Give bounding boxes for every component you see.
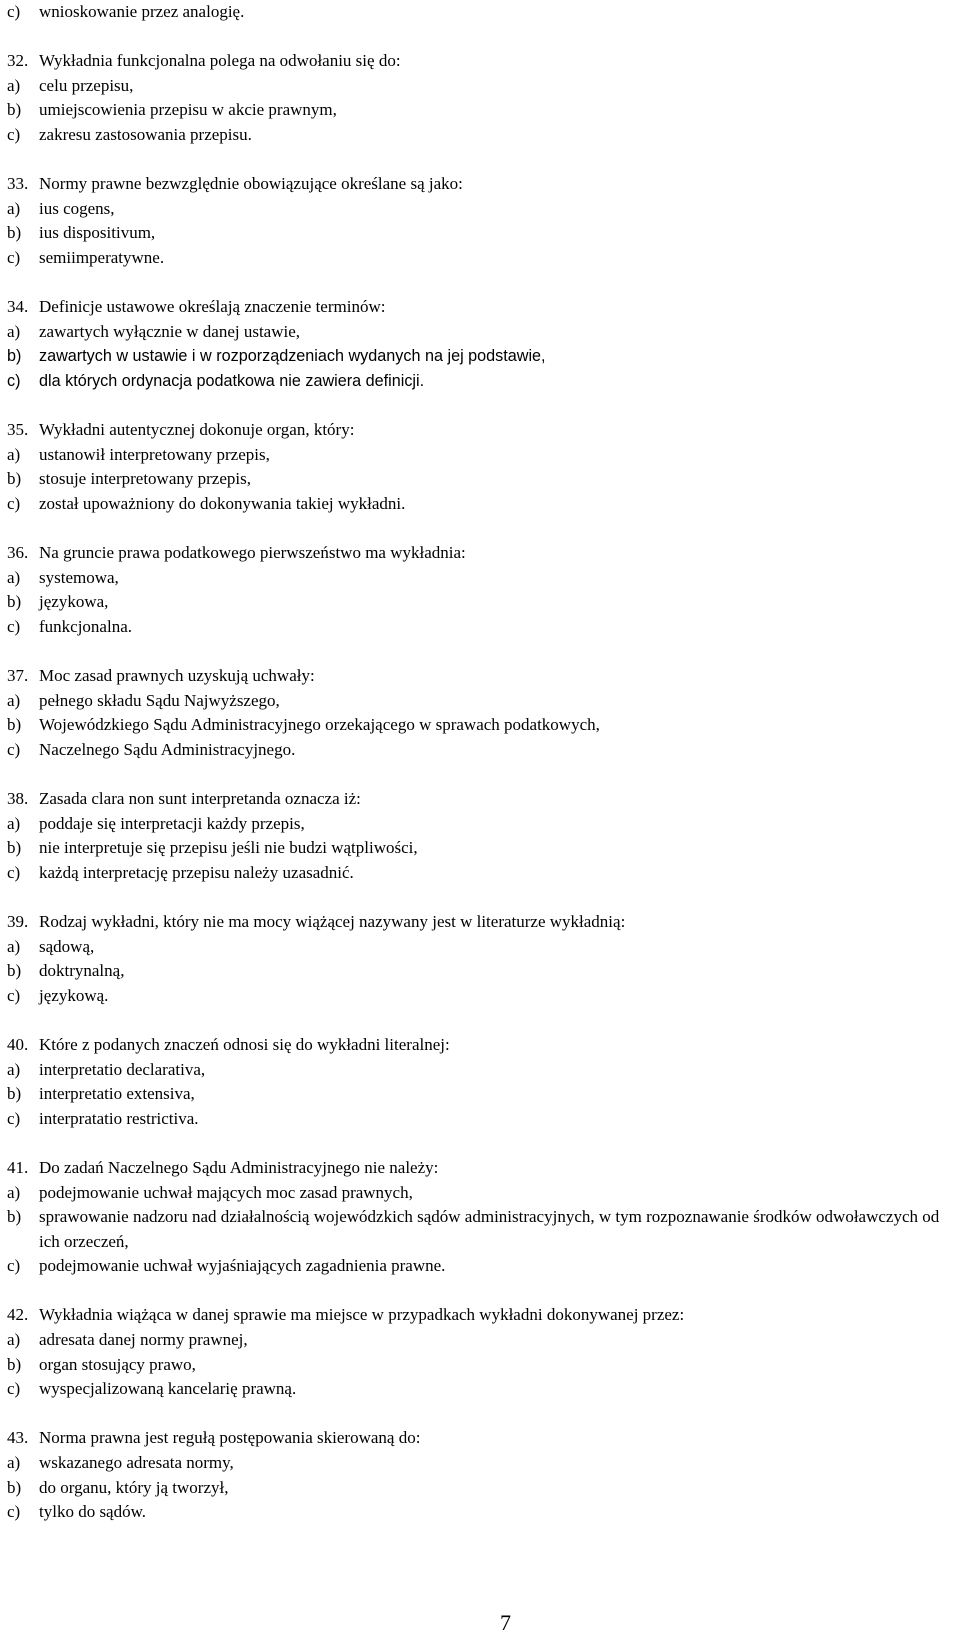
answer-option	[7, 1058, 952, 1083]
question-35	[7, 418, 952, 516]
question-header	[7, 295, 952, 320]
option-marker: a)	[7, 198, 21, 218]
answer-option	[7, 836, 952, 861]
option-text: zawartych w ustawie i w rozporządzeniach wydanych na jej podstawie,	[39, 347, 546, 366]
answer-option	[7, 1205, 952, 1254]
question-header	[7, 1156, 952, 1181]
option-text: do organu, który ją tworzył,	[39, 1477, 229, 1497]
option-text: ustanowił interpretowany przepis,	[39, 444, 270, 464]
option-marker: a)	[7, 936, 21, 956]
option-text: interpretatio extensiva,	[39, 1084, 195, 1104]
question-text: Normy prawne bezwzględnie obowiązujące określane są jako:	[39, 174, 463, 194]
option-marker: c)	[7, 247, 21, 267]
question-text: Wykładnia wiążąca w danej sprawie ma miejsce w przypadkach wykładni dokonywanej przez:	[39, 1305, 685, 1325]
answer-option	[7, 1181, 952, 1206]
question-text: Na gruncie prawa podatkowego pierwszeństwo ma wykładnia:	[39, 543, 466, 563]
question-number: 34.	[7, 297, 29, 317]
page-number: 7	[500, 1610, 511, 1635]
option-marker: b)	[7, 961, 22, 981]
question-34	[7, 295, 952, 393]
answer-option	[7, 1353, 952, 1378]
option-marker: b)	[7, 1477, 22, 1497]
option-marker: c)	[7, 1379, 21, 1399]
option-text: językowa,	[39, 592, 109, 612]
option-text: Naczelnego Sądu Administracyjnego.	[39, 739, 296, 759]
answer-option	[7, 689, 952, 714]
option-text: ius dispositivum,	[39, 223, 156, 243]
question-number: 37.	[7, 666, 29, 686]
option-marker: a)	[7, 1182, 21, 1202]
question-number: 38.	[7, 789, 29, 808]
option-text: zawartych wyłącznie w danej ustawie,	[39, 321, 301, 341]
question-37	[7, 664, 952, 762]
option-marker: c)	[7, 371, 21, 390]
question-text: Wykładnia funkcjonalna polega na odwołaniu się do:	[39, 51, 401, 71]
option-text: wyspecjalizowaną kancelarię prawną.	[39, 1379, 297, 1399]
option-text: sądową,	[39, 936, 95, 956]
option-text: tylko do sądów.	[39, 1502, 147, 1522]
option-marker: b)	[7, 592, 22, 612]
option-marker: a)	[7, 75, 21, 95]
answer-option	[7, 492, 952, 517]
question-text: Norma prawna jest regułą postępowania skierowaną do:	[39, 1428, 421, 1448]
question-number: 43.	[7, 1428, 29, 1448]
question-header	[7, 1303, 952, 1328]
question-42	[7, 1303, 952, 1401]
question-32	[7, 49, 952, 147]
question-number: 41.	[7, 1157, 29, 1177]
lead-fragment	[7, 0, 952, 25]
question-header	[7, 541, 952, 566]
answer-option	[7, 1328, 952, 1353]
option-text: podejmowanie uchwał wyjaśniających zagadnienia prawne.	[39, 1256, 446, 1276]
option-marker: c)	[7, 493, 21, 513]
option-marker: c)	[7, 985, 21, 1005]
answer-option	[7, 467, 952, 492]
question-number: 36.	[7, 543, 29, 563]
option-marker: c)	[7, 616, 21, 636]
answer-option	[7, 123, 952, 148]
question-43	[7, 1426, 952, 1524]
option-text: został upoważniony do dokonywania takiej wykładni.	[39, 493, 406, 513]
option-marker: c)	[7, 124, 21, 144]
answer-option	[7, 1107, 952, 1132]
answer-option	[7, 197, 952, 222]
answer-option	[7, 98, 952, 123]
option-marker: c)	[7, 1108, 21, 1128]
question-number: 39.	[7, 911, 29, 931]
answer-option	[7, 320, 952, 345]
option-text: wnioskowanie przez analogię.	[39, 2, 245, 21]
answer-option	[7, 74, 952, 99]
option-text: nie interpretuje się przepisu jeśli nie budzi wątpliwości,	[39, 838, 418, 858]
option-marker: a)	[7, 567, 21, 587]
question-header	[7, 1033, 952, 1058]
option-text: interpratatio restrictiva.	[39, 1108, 199, 1128]
option-marker: c)	[7, 2, 21, 21]
question-header	[7, 910, 952, 935]
option-text: adresata danej normy prawnej,	[39, 1330, 248, 1350]
answer-option	[7, 221, 952, 246]
option-text: organ stosujący prawo,	[39, 1354, 196, 1374]
question-number: 35.	[7, 420, 29, 440]
question-number: 32.	[7, 51, 29, 71]
option-marker: c)	[7, 862, 21, 882]
lead-option	[7, 0, 952, 25]
question-text: Moc zasad prawnych uzyskują uchwały:	[39, 666, 315, 686]
answer-option	[7, 1476, 952, 1501]
answer-option	[7, 812, 952, 837]
option-marker: c)	[7, 1256, 21, 1276]
option-marker: b)	[7, 1084, 22, 1104]
option-marker: b)	[7, 1207, 22, 1227]
option-text: każdą interpretację przepisu należy uzasadnić.	[39, 862, 354, 882]
answer-option	[7, 246, 952, 271]
option-marker: a)	[7, 690, 21, 710]
question-38	[7, 787, 952, 885]
question-text: Do zadań Naczelnego Sądu Administracyjnego nie należy:	[39, 1157, 439, 1177]
option-marker: b)	[7, 1354, 22, 1374]
answer-option	[7, 369, 952, 394]
answer-option	[7, 1377, 952, 1402]
option-text: interpretatio declarativa,	[39, 1059, 206, 1079]
answer-option	[7, 959, 952, 984]
option-marker: b)	[7, 469, 22, 489]
document-content	[7, 0, 952, 1549]
question-header	[7, 418, 952, 443]
answer-option	[7, 615, 952, 640]
answer-option	[7, 713, 952, 738]
option-text: semiimperatywne.	[39, 247, 165, 267]
question-header	[7, 1426, 952, 1451]
question-number: 40.	[7, 1034, 29, 1054]
option-text: stosuje interpretowany przepis,	[39, 469, 251, 489]
option-marker: b)	[7, 223, 22, 243]
option-marker: b)	[7, 838, 22, 858]
option-marker: b)	[7, 100, 22, 120]
option-text: ius cogens,	[39, 198, 115, 218]
option-marker: a)	[7, 1330, 21, 1350]
option-marker: a)	[7, 444, 21, 464]
option-marker: c)	[7, 739, 21, 759]
answer-option	[7, 1082, 952, 1107]
question-text: Rodzaj wykładni, który nie ma mocy wiążącej nazywany jest w literaturze wykładnią:	[39, 911, 626, 931]
option-text: dla których ordynacja podatkowa nie zawiera definicji.	[39, 371, 425, 390]
option-text: pełnego składu Sądu Najwyższego,	[39, 690, 280, 710]
answer-option	[7, 1451, 952, 1476]
question-41	[7, 1156, 952, 1279]
option-text: umiejscowienia przepisu w akcie prawnym,	[39, 100, 337, 120]
answer-option	[7, 590, 952, 615]
question-text: Zasada clara non sunt interpretanda oznacza iż:	[39, 789, 361, 808]
answer-option	[7, 984, 952, 1009]
answer-option	[7, 861, 952, 886]
option-marker: b)	[7, 715, 22, 735]
answer-option	[7, 935, 952, 960]
question-header	[7, 787, 952, 812]
option-marker: a)	[7, 321, 21, 341]
question-33	[7, 172, 952, 270]
question-39	[7, 910, 952, 1008]
answer-option	[7, 566, 952, 591]
option-marker: a)	[7, 813, 21, 833]
question-number: 33.	[7, 174, 29, 194]
question-36	[7, 541, 952, 639]
option-text: celu przepisu,	[39, 75, 134, 95]
question-text: Które z podanych znaczeń odnosi się do wykładni literalnej:	[39, 1034, 450, 1054]
option-marker: b)	[7, 347, 22, 366]
question-number: 42.	[7, 1305, 29, 1325]
question-header	[7, 49, 952, 74]
answer-option	[7, 1500, 952, 1525]
answer-option	[7, 738, 952, 763]
question-text: Definicje ustawowe określają znaczenie terminów:	[39, 297, 386, 317]
option-text: Wojewódzkiego Sądu Administracyjnego orzekającego w sprawach podatkowych,	[39, 715, 600, 735]
question-header	[7, 172, 952, 197]
answer-option	[7, 1254, 952, 1279]
option-text: zakresu zastosowania przepisu.	[39, 124, 252, 144]
option-text: wskazanego adresata normy,	[39, 1453, 234, 1473]
option-marker: a)	[7, 1059, 21, 1079]
option-text: sprawowanie nadzoru nad działalnością wojewódzkich sądów administracyjnych, w tym rozpoznawanie środków odwoławczych od ich orzeczeń,	[39, 1207, 940, 1251]
question-text: Wykładni autentycznej dokonuje organ, który:	[39, 420, 355, 440]
answer-option	[7, 443, 952, 468]
option-text: poddaje się interpretacji każdy przepis,	[39, 813, 305, 833]
question-40	[7, 1033, 952, 1131]
option-text: doktrynalną,	[39, 961, 125, 981]
option-text: systemowa,	[39, 567, 119, 587]
option-text: językową.	[39, 985, 109, 1005]
option-text: podejmowanie uchwał mających moc zasad prawnych,	[39, 1182, 413, 1202]
question-header	[7, 664, 952, 689]
option-marker: a)	[7, 1453, 21, 1473]
option-text: funkcjonalna.	[39, 616, 132, 636]
answer-option	[7, 344, 952, 369]
option-marker: c)	[7, 1502, 21, 1522]
